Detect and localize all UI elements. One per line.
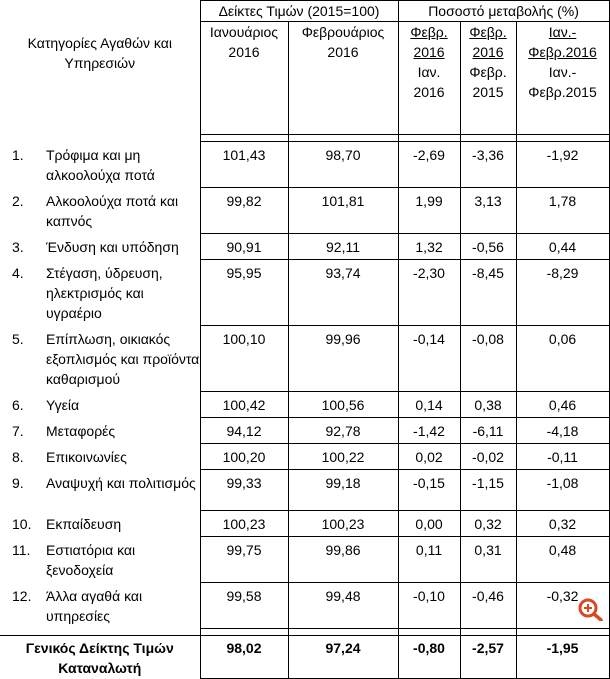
change-period: 0,44 [516, 234, 609, 260]
change-year: -0,08 [460, 326, 516, 392]
jan-value: 99,75 [200, 537, 288, 583]
change-group-header: Ποσοστό μεταβολής (%) [398, 1, 609, 22]
change-month: 0,11 [398, 537, 460, 583]
change-period: -4,18 [516, 418, 609, 444]
change-month: 1,32 [398, 234, 460, 260]
row-number: 12. [12, 587, 32, 604]
total-jan: 98,02 [200, 636, 288, 679]
change-period: 0,46 [516, 392, 609, 418]
total-change-period: -1,95 [516, 636, 609, 679]
jan-value: 95,95 [200, 260, 288, 326]
change-month: 1,99 [398, 188, 460, 234]
jan-value: 100,20 [200, 444, 288, 470]
change-year: 0,38 [460, 392, 516, 418]
change-period: -8,29 [516, 260, 609, 326]
row-category: Εκπαίδευση [46, 515, 122, 532]
total-change-year: -2,57 [460, 636, 516, 679]
change-month: -2,69 [398, 142, 460, 188]
change-month: -0,10 [398, 583, 460, 629]
feb-value: 92,11 [288, 234, 398, 260]
jan-value: 99,58 [200, 583, 288, 629]
row-category: Αλκοολούχα ποτά και καπνός [46, 192, 179, 229]
jan-value: 99,33 [200, 470, 288, 511]
change-month: -2,30 [398, 260, 460, 326]
total-feb: 97,24 [288, 636, 398, 679]
jan-value: 99,82 [200, 188, 288, 234]
change-year: -8,45 [460, 260, 516, 326]
feb-value: 99,96 [288, 326, 398, 392]
categories-header: Κατηγορίες Αγαθών και Υπηρεσιών [27, 34, 172, 71]
table-row [0, 583, 609, 629]
change-feb-jan-header: Φεβρ. 2016 Ιαν. 2016 [398, 22, 460, 135]
total-category: Γενικός Δείκτης Τιμών Καταναλωτή [0, 636, 200, 679]
change-period: 0,48 [516, 537, 609, 583]
change-year: -3,36 [460, 142, 516, 188]
feb-value: 100,23 [288, 511, 398, 537]
feb-value: 99,48 [288, 583, 398, 629]
feb-value: 99,18 [288, 470, 398, 511]
table-row [0, 511, 609, 537]
jan-value: 100,10 [200, 326, 288, 392]
row-category: Επικοινωνίες [46, 448, 127, 465]
change-janfeb-header: Ιαν.-Φεβρ.2016 Ιαν.-Φεβρ.2015 [516, 22, 609, 135]
row-category: Επίπλωση, οικιακός εξοπλισμός και προϊόντα καθαρισμού [46, 330, 200, 387]
row-category: Τρόφιμα και μη αλκοολούχα ποτά [46, 146, 155, 183]
jan-value: 100,23 [200, 511, 288, 537]
jan-value: 101,43 [200, 142, 288, 188]
change-period: 1,78 [516, 188, 609, 234]
row-category: Μεταφορές [46, 422, 116, 439]
change-year: -1,15 [460, 470, 516, 511]
table-row [0, 326, 609, 392]
change-year: -0,02 [460, 444, 516, 470]
table-row [0, 537, 609, 583]
change-feb-feb-header: Φεβρ. 2016 Φεβρ. 2015 [460, 22, 516, 135]
table-row [0, 260, 609, 326]
change-year: -0,46 [460, 583, 516, 629]
change-month: 0,00 [398, 511, 460, 537]
index-group-header: Δείκτες Τιμών (2015=100) [200, 1, 398, 22]
jan-2016-header: Ιανουάριος 2016 [200, 22, 288, 135]
feb-value: 92,78 [288, 418, 398, 444]
feb-value: 99,86 [288, 537, 398, 583]
change-year: -6,11 [460, 418, 516, 444]
jan-value: 94,12 [200, 418, 288, 444]
jan-value: 100,42 [200, 392, 288, 418]
row-number: 11. [12, 541, 31, 558]
jan-value: 90,91 [200, 234, 288, 260]
change-year: 0,31 [460, 537, 516, 583]
total-change-month: -0,80 [398, 636, 460, 679]
row-category: Ένδυση και υπόδηση [46, 238, 179, 255]
feb-value: 98,70 [288, 142, 398, 188]
row-number: 6. [12, 396, 24, 413]
table-row [0, 188, 609, 234]
row-number: 9. [12, 474, 24, 491]
row-category: Στέγαση, ύδρευση, ηλεκτρισμός και υγραέριο [46, 264, 163, 321]
row-number: 5. [12, 330, 24, 347]
feb-2016-header: Φεβρουάριος 2016 [288, 22, 398, 135]
table-row [0, 470, 609, 511]
change-month: 0,14 [398, 392, 460, 418]
row-category: Αναψυχή και πολιτισμός [46, 474, 196, 491]
feb-value: 93,74 [288, 260, 398, 326]
row-number: 3. [12, 238, 24, 255]
row-category: Άλλα αγαθά και υπηρεσίες [46, 587, 143, 624]
feb-value: 101,81 [288, 188, 398, 234]
total-row [0, 636, 609, 679]
change-year: -0,56 [460, 234, 516, 260]
change-period: -1,92 [516, 142, 609, 188]
row-number: 1. [12, 146, 24, 163]
feb-value: 100,22 [288, 444, 398, 470]
row-category: Υγεία [46, 396, 80, 413]
row-number: 4. [12, 264, 24, 281]
table-row [0, 444, 609, 470]
change-month: -0,15 [398, 470, 460, 511]
table-row [0, 142, 609, 188]
change-month: -1,42 [398, 418, 460, 444]
change-period: -0,11 [516, 444, 609, 470]
row-number: 10. [12, 515, 32, 532]
watermark-logo-icon [574, 595, 606, 621]
change-period: 0,32 [516, 511, 609, 537]
change-year: 3,13 [460, 188, 516, 234]
change-month: 0,02 [398, 444, 460, 470]
table-row [0, 234, 609, 260]
change-period: -1,08 [516, 470, 609, 511]
table-row [0, 418, 609, 444]
change-year: 0,32 [460, 511, 516, 537]
feb-value: 100,56 [288, 392, 398, 418]
row-category: Εστιατόρια και ξενοδοχεία [46, 541, 136, 578]
row-number: 7. [12, 422, 24, 439]
table-row [0, 392, 609, 418]
change-period: 0,06 [516, 326, 609, 392]
change-month: -0,14 [398, 326, 460, 392]
row-number: 2. [12, 192, 24, 209]
change-period: -0,32 [516, 583, 609, 629]
row-number: 8. [12, 448, 24, 465]
